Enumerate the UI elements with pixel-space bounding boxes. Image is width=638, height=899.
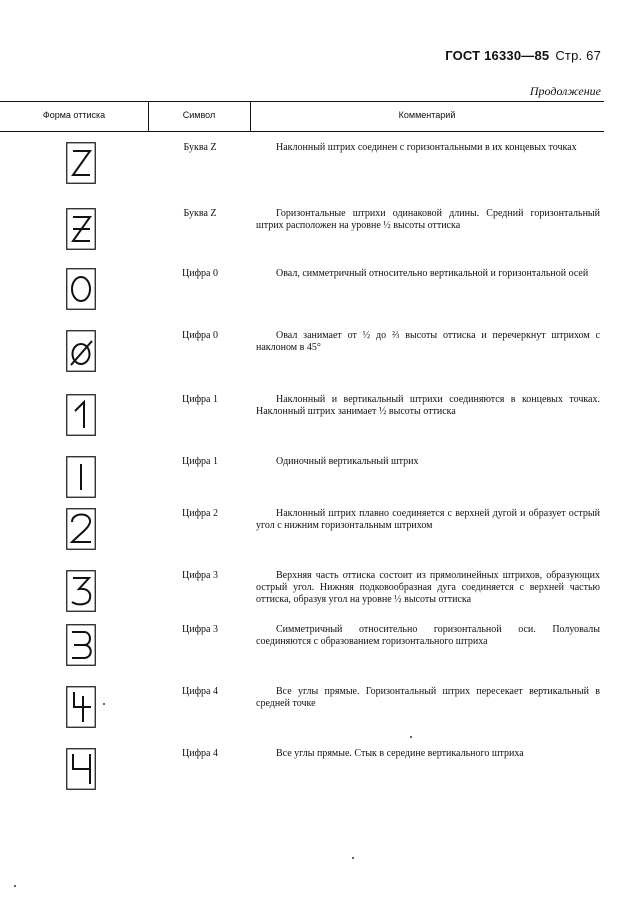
comment-text: Овал занимает от ½ до ⅔ высоты оттиска и перечеркнут штрихом с наклоном в 45° [256, 330, 600, 353]
glyph-digit-4-join [66, 748, 96, 790]
comment-text: Симметричный относительно горизонтальной оси. Полуовалы соединяются с образованием горизонтального штриха [256, 624, 600, 647]
standard-number: ГОСТ 16330—85 [445, 48, 550, 63]
comment-text: Все углы прямые. Горизонтальный штрих пересекает вертикальный в средней точке [256, 686, 600, 709]
symbol-label: Цифра 3 [182, 570, 218, 581]
digit-1-flag-icon [66, 394, 96, 436]
glyph-digit-1-plain [66, 456, 96, 498]
glyph-digit-0-slashed [66, 330, 96, 372]
comment-text: Наклонный штрих соединен с горизонтальными в их концевых точках [276, 142, 577, 153]
digit-4-join-icon [66, 748, 96, 790]
letter-z-icon [66, 142, 96, 184]
digit-3-round-icon [66, 624, 96, 666]
table-header-rule [0, 131, 604, 132]
comment-text: Одиночный вертикальный штрих [276, 456, 419, 467]
glyph-digit-3-round [66, 624, 96, 666]
scan-speck [14, 885, 16, 887]
column-header-comment: Комментарий [398, 110, 456, 120]
symbol-label: Цифра 2 [182, 508, 218, 519]
glyph-digit-2 [66, 508, 96, 550]
symbol-label: Цифра 1 [182, 456, 218, 467]
comment-text: Горизонтальные штрихи одинаковой длины. Средний горизонтальный штрих расположен на уровне ½ высоты оттиска [256, 208, 600, 231]
digit-4-cross-icon [66, 686, 96, 728]
comment-text: Верхняя часть оттиска состоит из прямолинейных штрихов, образующих острый угол. Нижняя подковообразная дуга соединяется с верхней частью оттиска, образуя угол на уровне ½ высоты оттиска [256, 570, 600, 605]
digit-0-slashed-icon [66, 330, 96, 372]
symbol-label: Буква Z [183, 142, 217, 153]
glyph-digit-0 [66, 268, 96, 310]
symbol-label: Буква Z [183, 208, 217, 219]
digit-3-flat-top-icon [66, 570, 96, 612]
symbol-label: Цифра 4 [182, 686, 218, 697]
digit-2-icon [66, 508, 96, 550]
glyph-letter-z-barred [66, 208, 96, 250]
page-header [445, 48, 601, 63]
symbol-label: Цифра 4 [182, 748, 218, 759]
digit-0-icon [66, 268, 96, 310]
glyph-digit-4-cross [66, 686, 96, 728]
glyph-letter-z [66, 142, 96, 184]
symbol-label: Цифра 0 [182, 268, 218, 279]
glyph-digit-3-flat-top [66, 570, 96, 612]
scan-speck [103, 703, 105, 705]
symbol-label: Цифра 3 [182, 624, 218, 635]
scan-speck [410, 736, 412, 738]
comment-text: Овал, симметричный относительно вертикальной и горизонтальной осей [276, 268, 589, 279]
digit-1-plain-icon [66, 456, 96, 498]
letter-z-barred-icon [66, 208, 96, 250]
table-top-rule [0, 101, 604, 102]
column-header-symbol: Символ [182, 110, 216, 120]
comment-text: Наклонный и вертикальный штрихи соединяются в концевых точках. Наклонный штрих занимает ½ высоты оттиска [256, 394, 600, 417]
scan-speck [352, 857, 354, 859]
column-header-form: Форма оттиска [42, 110, 106, 120]
symbol-label: Цифра 0 [182, 330, 218, 341]
glyph-digit-1-flag [66, 394, 96, 436]
comment-text: Все углы прямые. Стык в середине вертикального штриха [276, 748, 524, 759]
page-number: Стр. 67 [555, 48, 601, 63]
continuation-label: Продолжение [529, 84, 601, 98]
symbol-label: Цифра 1 [182, 394, 218, 405]
comment-text: Наклонный штрих плавно соединяется с верхней дугой и образует острый угол с нижним горизонтальным штрихом [256, 508, 600, 531]
